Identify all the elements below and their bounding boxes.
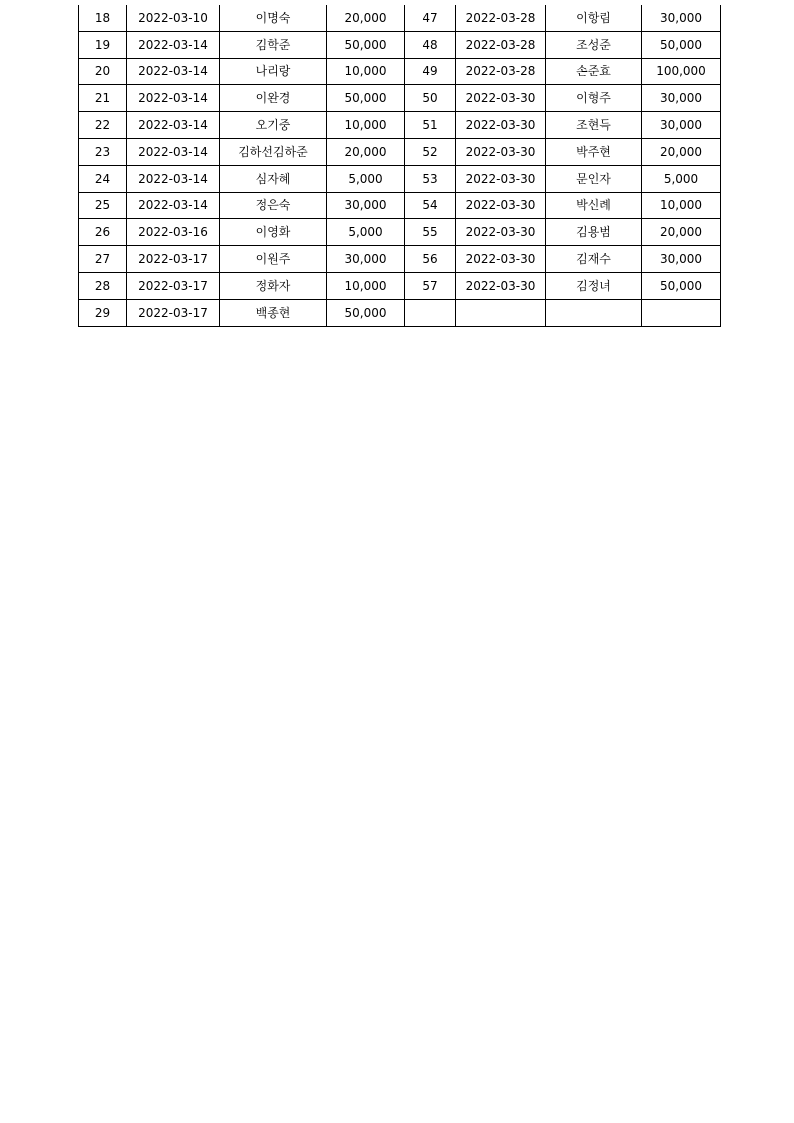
donation-amount: 10,000 <box>327 58 405 85</box>
donation-amount: 20,000 <box>642 219 721 246</box>
entry-number: 18 <box>79 5 127 31</box>
donor-name: 이항림 <box>546 5 642 31</box>
table-row <box>79 112 721 139</box>
donation-amount <box>642 299 721 326</box>
entry-date: 2022-03-14 <box>127 192 220 219</box>
entry-number: 20 <box>79 58 127 85</box>
donor-name: 김정녀 <box>546 272 642 299</box>
donation-amount: 5,000 <box>327 165 405 192</box>
entry-date: 2022-03-17 <box>127 299 220 326</box>
donation-amount: 100,000 <box>642 58 721 85</box>
entry-number: 29 <box>79 299 127 326</box>
entry-number: 21 <box>79 85 127 112</box>
donor-name: 조현득 <box>546 112 642 139</box>
donor-name: 이영화 <box>220 219 327 246</box>
donor-name: 정은숙 <box>220 192 327 219</box>
entry-number: 19 <box>79 31 127 58</box>
entry-date: 2022-03-17 <box>127 272 220 299</box>
entry-number: 56 <box>405 246 456 273</box>
table-row <box>79 5 721 31</box>
donor-name: 나리랑 <box>220 58 327 85</box>
donor-name: 조성준 <box>546 31 642 58</box>
table-row <box>79 138 721 165</box>
entry-date: 2022-03-16 <box>127 219 220 246</box>
donation-amount: 30,000 <box>642 85 721 112</box>
entry-number: 57 <box>405 272 456 299</box>
donation-amount: 50,000 <box>327 85 405 112</box>
donation-amount: 20,000 <box>327 138 405 165</box>
entry-number: 54 <box>405 192 456 219</box>
entry-date: 2022-03-14 <box>127 165 220 192</box>
entry-number: 49 <box>405 58 456 85</box>
entry-date: 2022-03-14 <box>127 112 220 139</box>
entry-number: 24 <box>79 165 127 192</box>
donor-name: 이원주 <box>220 246 327 273</box>
entry-date <box>456 299 546 326</box>
entry-number: 23 <box>79 138 127 165</box>
donor-name: 이완경 <box>220 85 327 112</box>
entry-number: 25 <box>79 192 127 219</box>
donor-name: 박신례 <box>546 192 642 219</box>
entry-date: 2022-03-30 <box>456 272 546 299</box>
donation-amount: 30,000 <box>642 112 721 139</box>
table-row <box>79 192 721 219</box>
donation-amount: 50,000 <box>327 299 405 326</box>
entry-date: 2022-03-14 <box>127 58 220 85</box>
table-row <box>79 85 721 112</box>
donation-amount: 10,000 <box>327 112 405 139</box>
donation-amount: 20,000 <box>642 138 721 165</box>
donor-name: 김학준 <box>220 31 327 58</box>
donor-name: 백종현 <box>220 299 327 326</box>
donor-name: 이명숙 <box>220 5 327 31</box>
donor-name: 박주현 <box>546 138 642 165</box>
table-row <box>79 299 721 326</box>
entry-date: 2022-03-17 <box>127 246 220 273</box>
entry-number: 28 <box>79 272 127 299</box>
donor-name: 김용범 <box>546 219 642 246</box>
entry-date: 2022-03-30 <box>456 138 546 165</box>
entry-date: 2022-03-30 <box>456 85 546 112</box>
table-row <box>79 58 721 85</box>
entry-date: 2022-03-30 <box>456 165 546 192</box>
donor-name: 김하선김하준 <box>220 138 327 165</box>
table-row <box>79 219 721 246</box>
entry-number: 47 <box>405 5 456 31</box>
entry-date: 2022-03-28 <box>456 58 546 85</box>
donation-amount: 50,000 <box>642 272 721 299</box>
entry-number: 48 <box>405 31 456 58</box>
donation-amount: 10,000 <box>327 272 405 299</box>
entry-number <box>405 299 456 326</box>
table-row <box>79 31 721 58</box>
entry-number: 52 <box>405 138 456 165</box>
entry-date: 2022-03-14 <box>127 85 220 112</box>
donation-amount: 20,000 <box>327 5 405 31</box>
table-row <box>79 165 721 192</box>
entry-date: 2022-03-14 <box>127 31 220 58</box>
entry-date: 2022-03-30 <box>456 192 546 219</box>
entry-number: 22 <box>79 112 127 139</box>
entry-date: 2022-03-10 <box>127 5 220 31</box>
entry-date: 2022-03-28 <box>456 31 546 58</box>
donor-name: 오기중 <box>220 112 327 139</box>
table-row <box>79 272 721 299</box>
donation-amount: 10,000 <box>642 192 721 219</box>
donation-amount: 30,000 <box>327 246 405 273</box>
entry-date: 2022-03-14 <box>127 138 220 165</box>
donation-amount: 5,000 <box>642 165 721 192</box>
donation-amount: 30,000 <box>642 5 721 31</box>
donation-table-body <box>79 5 721 326</box>
table-row <box>79 246 721 273</box>
entry-date: 2022-03-28 <box>456 5 546 31</box>
entry-number: 26 <box>79 219 127 246</box>
donor-name: 문인자 <box>546 165 642 192</box>
donation-amount: 50,000 <box>327 31 405 58</box>
donation-amount: 30,000 <box>642 246 721 273</box>
entry-date: 2022-03-30 <box>456 219 546 246</box>
donation-amount: 50,000 <box>642 31 721 58</box>
donation-amount: 5,000 <box>327 219 405 246</box>
donor-name <box>546 299 642 326</box>
entry-number: 27 <box>79 246 127 273</box>
donation-table <box>78 5 721 327</box>
donor-name: 이형주 <box>546 85 642 112</box>
entry-date: 2022-03-30 <box>456 246 546 273</box>
donor-name: 김재수 <box>546 246 642 273</box>
entry-number: 55 <box>405 219 456 246</box>
donor-name: 손준효 <box>546 58 642 85</box>
donor-name: 심자혜 <box>220 165 327 192</box>
entry-number: 50 <box>405 85 456 112</box>
donor-name: 정화자 <box>220 272 327 299</box>
entry-date: 2022-03-30 <box>456 112 546 139</box>
entry-number: 53 <box>405 165 456 192</box>
entry-number: 51 <box>405 112 456 139</box>
donation-amount: 30,000 <box>327 192 405 219</box>
